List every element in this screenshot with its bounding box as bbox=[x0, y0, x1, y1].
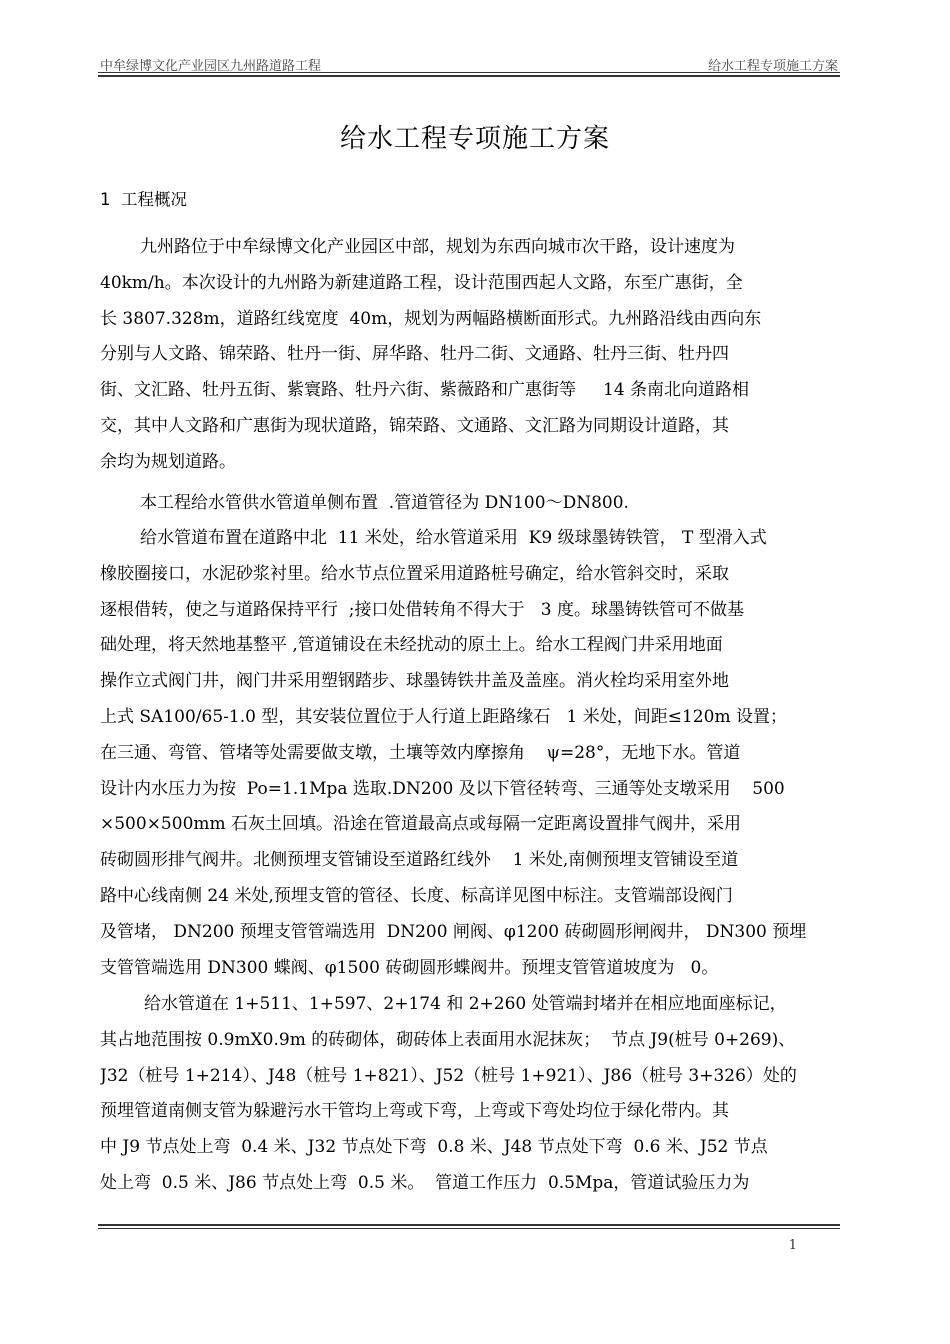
paragraph-line: 支管管端选用 DN300 蝶阀、φ1500 砖砌圆形蝶阀井。预埋支管管道坡度为 0。 bbox=[100, 957, 719, 978]
paragraph-line: 逐根借转，使之与道路保持平行 ;接口处借转角不得大于 3 度。球墨铸铁管可不做基 bbox=[100, 599, 744, 620]
paragraph-1 bbox=[100, 230, 842, 481]
paragraph-line: 长 3807.328m，道路红线宽度 40m，规划为两幅路横断面形式。九州路沿线由西向东 bbox=[100, 308, 762, 329]
paragraph-line: 预埋管道南侧支管为躲避污水干管均上弯或下弯，上弯或下弯处均位于绿化带内。其 bbox=[100, 1101, 729, 1122]
page-number: 1 bbox=[788, 1238, 797, 1253]
paragraph-line: 给水管道布置在道路中北 11 米处，给水管道采用 K9 级球墨铸铁管， T 型滑入式 bbox=[140, 528, 767, 548]
header-document-title: 给水工程专项施工方案 bbox=[707, 59, 838, 74]
paragraph-line: 九州路位于中牟绿博文化产业园区中部，规划为东西向城市次干路，设计速度为 bbox=[140, 237, 735, 257]
paragraph-line: 街、文汇路、牡丹五街、紫寰路、牡丹六街、紫薇路和广惠街等 14 条南北向道路相 bbox=[100, 380, 750, 401]
header-project-name: 中牟绿博文化产业园区九州路道路工程 bbox=[100, 59, 322, 74]
paragraph-line: 中 J9 节点处上弯 0.4 米、J32 节点处下弯 0.8 米、J48 节点处下弯 0.6 米、J52 节点 bbox=[100, 1137, 768, 1158]
paragraph-line: 上式 SA100/65-1.0 型，其安装位置位于人行道上距路缘石 1 米处，间距≤120m 设置； bbox=[100, 706, 787, 727]
paragraph-line: 及管堵， DN200 预埋支管管端选用 DN200 闸阀、φ1200 砖砌圆形闸阀井， DN300 预埋 bbox=[100, 921, 807, 942]
header-rule-thick bbox=[98, 75, 840, 77]
paragraph-4 bbox=[100, 987, 842, 1202]
paragraph-line: 给水管道在 1+511、1+597、2+174 和 2+260 处管端封堵并在相应地面座标记， bbox=[144, 994, 787, 1014]
paragraph-line: 其占地范围按 0.9mX0.9m 的砖砌体，砌砖体上表面用水泥抹灰； 节点 J9(桩号 0+269)、 bbox=[100, 1029, 796, 1050]
paragraph-line: 础处理，将天然地基整平 ,管道铺设在未经扰动的原土上。给水工程阀门井采用地面 bbox=[100, 635, 723, 656]
document-title: 给水工程专项施工方案 bbox=[339, 124, 610, 154]
section-heading: 1 工程概况 bbox=[100, 190, 187, 209]
header-rule bbox=[98, 72, 840, 73]
paragraph-line: 在三通、弯管、管堵等处需要做支墩，土壤等效内摩擦角 ψ=28°，无地下水。管道 bbox=[100, 742, 741, 763]
paragraph-line: 交，其中人文路和广惠街为现状道路，锦荣路、文通路、文汇路为同期设计道路，其 bbox=[100, 415, 729, 436]
paragraph-line: 余均为规划道路。 bbox=[100, 451, 236, 472]
paragraph-line: 分别与人文路、锦荣路、牡丹一街、屏华路、牡丹二街、文通路、牡丹三街、牡丹四 bbox=[100, 344, 729, 365]
paragraph-line: 设计内水压力为按 Po=1.1Mpa 选取.DN200 及以下管径转弯、三通等处支墩采用 500 bbox=[100, 778, 785, 799]
paragraph-line: ×500×500mm 石灰土回填。沿途在管道最高点或每隔一定距离设置排气阀井，采用 bbox=[100, 814, 742, 835]
paragraph-3 bbox=[100, 521, 842, 986]
footer-rule bbox=[98, 1228, 840, 1229]
footer-rule-thick bbox=[98, 1224, 840, 1226]
paragraph-line: 处上弯 0.5 米、J86 节点处上弯 0.5 米。 管道工作压力 0.5Mpa，管道试验压力为 bbox=[100, 1172, 750, 1193]
paragraph-2 bbox=[100, 486, 842, 522]
paragraph-line: 本工程给水管供水管道单侧布置 .管道管径为 DN100～DN800. bbox=[140, 493, 629, 513]
paragraph-line: 砖砌圆形排气阀井。北侧预埋支管铺设至道路红线外 1 米处,南侧预埋支管铺设至道 bbox=[100, 850, 739, 871]
paragraph-line: 40km/h。本次设计的九州路为新建道路工程，设计范围西起人文路，东至广惠街，全 bbox=[100, 272, 743, 293]
paragraph-line: 路中心线南侧 24 米处,预埋支管的管径、长度、标高详见图中标注。支管端部设阀门 bbox=[100, 885, 733, 906]
paragraph-line: J32（桩号 1+214）、J48（桩号 1+821）、J52（桩号 1+921）、J86（桩号 3+326）处的 bbox=[100, 1065, 797, 1086]
paragraph-line: 橡胶圈接口，水泥砂浆衬里。给水节点位置采用道路桩号确定，给水管斜交时，采取 bbox=[100, 563, 729, 584]
paragraph-line: 操作立式阀门井，阀门井采用塑钢踏步、球墨铸铁井盖及盖座。消火栓均采用室外地 bbox=[100, 671, 729, 692]
